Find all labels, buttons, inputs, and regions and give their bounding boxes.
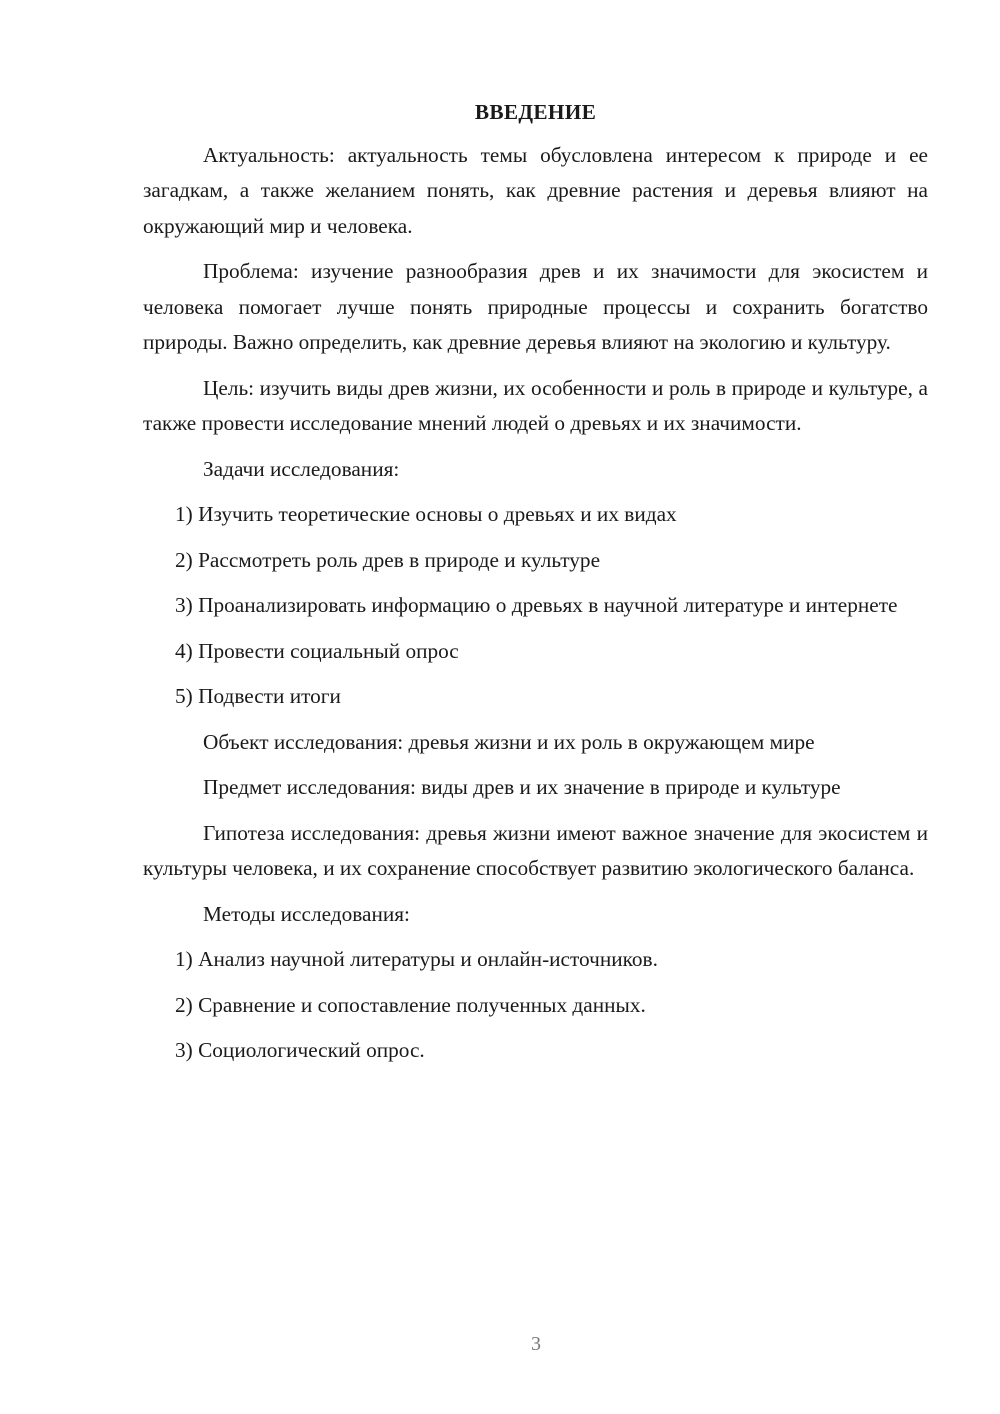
task-item-2: 2) Рассмотреть роль древ в природе и культуре xyxy=(175,547,601,572)
goal-paragraph: Цель: изучить виды древ жизни, их особенности и роль в природе и культуре, а также провести исследование мнений людей о древьях и их значимости. xyxy=(143,375,928,435)
method-item-1: 1) Анализ научной литературы и онлайн-источников. xyxy=(175,947,658,971)
relevance-paragraph: Актуальность: актуальность темы обусловлена интересом к природе и ее загадкам, а также желанием понять, как древние растения и деревья влияют на окружающий мир и человека. xyxy=(143,142,928,238)
task-item-4: 4) Провести социальный опрос xyxy=(175,638,459,663)
method-item-3: 3) Социологический опрос. xyxy=(175,1038,425,1062)
tasks-heading: Задачи исследования: xyxy=(203,456,400,481)
research-object: Объект исследования: древья жизни и их роль в окружающем мире xyxy=(203,729,815,754)
research-hypothesis: Гипотеза исследования: древья жизни имеют важное значение для экосистем и культуры человека, и их сохранение способствует развитию экологического баланса. xyxy=(143,820,928,880)
problem-paragraph: Проблема: изучение разнообразия древ и их значимости для экосистем и человека помогает лучше понять природные процессы и сохранить богатство природы. Важно определить, как древние деревья влияют на экологию и культуру. xyxy=(143,259,928,354)
task-item-3: 3) Проанализировать информацию о древьях в научной литературе и интернете xyxy=(175,593,898,617)
methods-heading: Методы исследования: xyxy=(203,901,410,926)
document-page xyxy=(143,95,928,1079)
task-item-1: 1) Изучить теоретические основы о древьях и их видах xyxy=(175,502,677,526)
page-title: ВВЕДЕНИЕ xyxy=(474,100,597,124)
task-item-5: 5) Подвести итоги xyxy=(175,684,341,708)
page-number: 3 xyxy=(531,1333,541,1355)
research-subject: Предмет исследования: виды древ и их значение в природе и культуре xyxy=(203,775,841,799)
method-item-2: 2) Сравнение и сопоставление полученных данных. xyxy=(175,992,646,1017)
